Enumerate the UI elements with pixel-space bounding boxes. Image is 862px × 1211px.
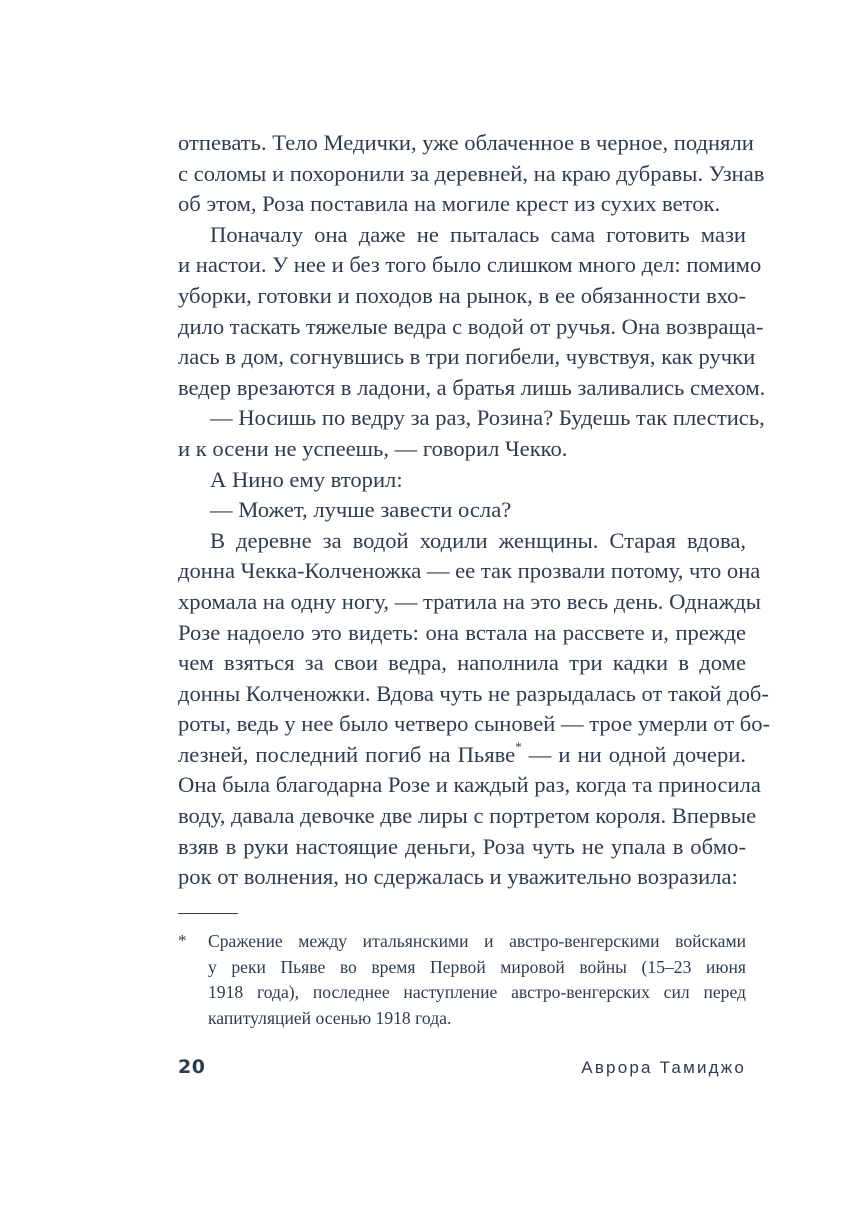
footnote-line: у реки Пьяве во время Первой мировой войны (15–23 июня: [208, 956, 746, 977]
body-line: лась в дом, согнувшись в три погибели, чувствуя, как ручки: [178, 344, 756, 370]
body-line: с соломы и похоронили за деревней, на краю дубравы. Узнав: [178, 160, 765, 186]
body-line: дило таскать тяжелые ведра с водой от ручья. Она возвраща-: [178, 313, 764, 339]
paragraph-first-line: Поначалу она даже не пыталась сама готовить мази: [210, 221, 746, 247]
footnote-marker: *: [178, 931, 187, 950]
body-line: воду, давала девочке две лиры с портретом короля. Впервые: [178, 803, 757, 829]
body-line-segment: — и ни одной дочери.: [521, 741, 746, 767]
paragraph-first-line: А Нино ему вторил:: [210, 466, 403, 492]
page-number: 20: [178, 1056, 206, 1078]
footnote-line: Сражение между итальянскими и австро-венгерскими войсками: [208, 931, 746, 951]
footnote-reference: *: [515, 739, 522, 755]
dialogue-line: — Может, лучше завести осла?: [210, 497, 512, 523]
footnote-text: [208, 929, 746, 1032]
body-line: уборки, готовки и походов на рынок, в ее обязанности вхо-: [178, 282, 746, 308]
body-line: хромала на одну ногу, — тратила на это весь день. Однажды: [178, 588, 761, 614]
body-line-with-footnote: [178, 740, 746, 771]
body-text: [178, 128, 771, 893]
body-line: Розе надоело это видеть: она встала на рассвете и, прежде: [178, 619, 746, 645]
body-line: взяв в руки настоящие деньги, Роза чуть не упала в обмо-: [178, 833, 746, 859]
dialogue-line: — Носишь по ведру за раз, Розина? Будешь так плестись,: [210, 405, 765, 431]
footnote-line: капитуляцией осенью 1918 года.: [208, 1008, 452, 1029]
body-line: донна Чекка-Колченожка — ее так прозвали потому, что она: [178, 558, 761, 584]
body-line: и к осени не успеешь, — говорил Чекко.: [178, 435, 568, 461]
body-line: чем взяться за свои ведра, наполнила три кадки в доме: [178, 650, 746, 676]
body-line: ведер врезаются в ладони, а братья лишь заливались смехом.: [178, 374, 766, 400]
body-line: об этом, Роза поставила на могиле крест из сухих веток.: [178, 191, 721, 217]
body-line-segment: лезней, последний погиб на Пьяве: [178, 741, 516, 767]
body-line: отпевать. Тело Медички, уже облаченное в черное, подняли: [178, 130, 754, 155]
body-line: донны Колченожки. Вдова чуть не разрыдалась от такой доб-: [178, 680, 769, 706]
body-line: и настои. У нее и без того было слишком много дел: помимо: [178, 252, 762, 278]
body-line: рок от волнения, но сдержалась и уважительно возразила:: [178, 864, 738, 890]
body-line: роты, ведь у нее было четверо сыновей — трое умерли от бо-: [178, 711, 771, 737]
footnote-separator: [178, 913, 238, 914]
paragraph-first-line: В деревне за водой ходили женщины. Старая вдова,: [210, 527, 746, 553]
running-head-author: Аврора Тамиджо: [581, 1058, 746, 1077]
body-line: Она была благодарна Розе и каждый раз, когда та приносила: [178, 772, 761, 798]
footnote-line: 1918 года), последнее наступление австро-венгерских сил перед: [208, 982, 746, 1003]
